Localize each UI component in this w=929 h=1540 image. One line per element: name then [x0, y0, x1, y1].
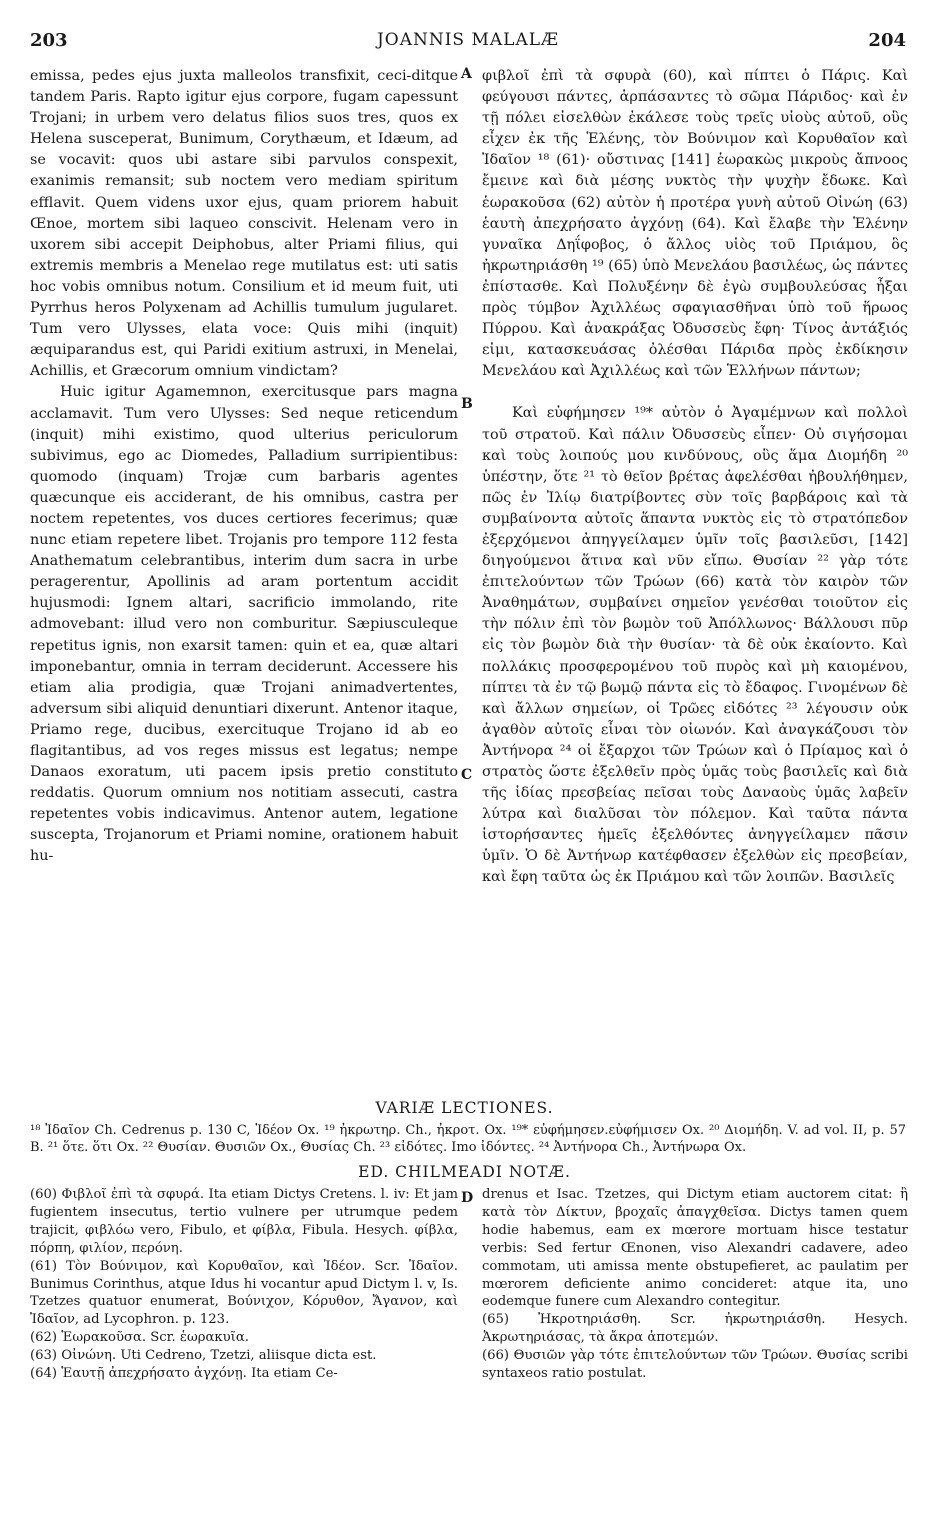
variae-text: ¹⁸ Ἰδαῖον Ch. Cedrenus p. 130 C, Ἰδέον Ox. ¹⁹ ἠκρωτηρ. Ch., ἠκροτ. Ox. ¹⁹* εὐφήμησεν.εὐφήμισεν Ox. ²⁰ Διομήδη. V. ad vol. II, p. 57 B. ²¹ ὅτε. ὅτι Ox. ²² Θυσίαν. Θυσιῶν Ox., Θυσίας Ch. ²³ εἰδότες. Imo ἰδόντες. ²⁴ Ἀντήνορα Ch., Ἀντήνωρα Ox. — [30, 1123, 906, 1155]
note-item: (64) Ἑαυτῇ ἀπεχρήσατο ἀγχόνῃ. Ita etiam Ce- — [30, 1366, 338, 1382]
margin-marker-b: B — [461, 396, 473, 412]
margin-marker-c: C — [461, 767, 473, 783]
greek-paragraph: Καὶ εὐφήμησεν ¹⁹* αὐτὸν ὁ Ἀγαμέμνων καὶ πολλοὶ τοῦ στρατοῦ. Καὶ πάλιν Ὀδυσσεὺς εἶπεν· Οὐ σιγήσομαι καὶ τοὺς λοιπούς μου κινδύνους, οὓς ἅμα Διομήδη ²⁰ ὑπέστην, ὅτε ²¹ τὸ θεῖον βρέτας ἀφελέσθαι ἠβουλήθημεν, πῶς ἐν Ἰλίῳ διατρίβοντες σὺν τοῖς βαρβάροις καὶ τὰ συμβαίνοντα αὐτοῖς ἅπαντα νυκτὸς εἰς τὸ στρατόπεδον ἐξερχόμενοι ἀπηγγείλαμεν ὑμῖν τοῖς βασιλεῦσι, [142] διηγούμενοι ἅτινα καὶ νῦν εἴπω. Θυσίαν ²² γὰρ τότε ἐπιτελούντων τῶν Τρώων (66) κατὰ τὸν καιρὸν τῶν Ἀναθημάτων, συμβαίνει σημεῖον γενέσθαι τοιοῦτον εἰς τὴν πόλιν ἐπὶ τὸν βωμὸν τοῦ Ἀπόλλωνος· Βάλλουσι πῦρ εἰς τὸν βωμὸν διὰ τὴν θυσίαν· τὰ δὲ οὐκ ἐκαίοντο. Καὶ πολλάκις προσφερομένου τοῦ πυρὸς καὶ μὴ καιομένου, πίπτει τὰ ἐν τῷ βωμῷ πάντα εἰς τὸ ἔδαφος. Γινομένων δὲ καὶ ἄλλων σημείων, οἱ Τρῶες εἰδότες ²³ λέγουσιν οὐκ ἀγαθὸν αὐτοῖς εἶναι τὸν οἰωνόν. Καὶ ἀναγκάζουσι τὸν Ἀντήνορα ²⁴ οἱ ἔξαρχοι τῶν Τρώων καὶ ὁ Πρίαμος καὶ ὁ στρατὸς ὥστε ἐξελθεῖν πρὸς ὑμᾶς τοὺς βασιλεῖς καὶ διὰ τῆς ἰδίας πρεσβείας πεῖσαι τοὺς Δαναοὺς ὑμᾶς λαβεῖν λύτρα καὶ διαλῦσαι τὸν πόλεμον. Καὶ ταῦτα πάντα ἱστορήσαντες ἡμεῖς ἐξελθόντες ἀνηγγείλαμεν πᾶσιν ὑμῖν. Ὁ δὲ Ἀντήνωρ κατέφθασεν ἐξελθὼν εἰς πρεσβείαν, καὶ ἔφη ταῦτα ὡς ἐκ Πριάμου καὶ τῶν λοιπῶν. Βασιλεῖς — [482, 405, 908, 886]
latin-column — [30, 66, 458, 868]
right-page-number: 204 — [868, 30, 906, 51]
notes-right-column — [482, 1186, 908, 1383]
variae-lectiones-title: VARIÆ LECTIONES. — [375, 1099, 554, 1117]
greek-paragraph: φιβλοῖ ἐπὶ τὰ σφυρὰ (60), καὶ πίπτει ὁ Πάρις. Καὶ φεύγουσι πάντες, ἁρπάσαντες τὸ σῶμα Πάριδος· καὶ ἐν τῇ πόλει εἰσελθὼν ἐκάλεσε τοὺς τρεῖς υἱοὺς αὐτοῦ, οὓς εἶχεν ἐκ τῆς Ἑλένης, τὸν Βούνιμον καὶ Κορυθαῖον καὶ Ἰδαῖον ¹⁸ (61)· οὔστινας [141] ἑωρακὼς μικροὺς ἄπνοος ἔμεινε καὶ διὰ μέσης νυκτὸς τὴν ψυχὴν ἔδωκε. Καὶ ἑωρακοῦσα (62) αὐτὸν ἡ προτέρα γυνὴ αὐτοῦ Οἰνώη (63) ἑαυτὴ ἀπεχρήσατο ἀγχόνῃ (64). Καὶ ἔλαβε τὴν Ἑλένην γυναῖκα Δηΐφοβος, ὁ ἄλλος υἱὸς τοῦ Πριάμου, ὃς ἠκρωτηριάσθη ¹⁹ (65) ὑπὸ Μενελάου βασιλέως, ὡς πάντες ἐπίστασθε. Καὶ Πολυξένην δὲ ἐγὼ συμβουλεύσας ἦξαι πρὸς τύμβον Ἀχιλλέως σφαγιασθῆναι ὑπὸ τοῦ ἥρωος Πύρρου. Καὶ ἀνακράξας Ὀδυσσεὺς ἔφη· Τίνος ἀντάξιός εἰμι, κατασκευάσας ὀλέσθαι Πάριδα πρὸς ἐκδίκησιν Μενελάου καὶ Ἀχιλλέως καὶ τῶν Ἑλλήνων πάντων; — [482, 68, 908, 380]
margin-marker-a: A — [461, 66, 472, 82]
running-title: JOANNIS MALALÆ — [376, 30, 560, 50]
note-item: (61) Τὸν Βούνιμον, καὶ Κορυθαῖον, καὶ Ἰδέον. Scr. Ἰδαῖον. Bunimus Corinthus, atque Idus hi vocantur apud Dictym l. v, Is. Tzetzes quatuor enumerat, Βούνιχον, Κόρυθον, Ἄγανον, καὶ Ἰδαῖον, ad Lycophron. p. 123. — [30, 1258, 458, 1328]
latin-paragraph: emissa, pedes ejus juxta malleolos transfixit, ceci-ditque tandem Paris. Rapto igitur ejus corpore, fugam capessunt Trojani; in urbem vero delatus filios suos tres, quos ex Helena susceperat, Bunimum, Corythæum, et Idæum, ad se vocavit: quos ubi astare sibi parvulos conspexit, exanimis remansit; sub noctem vero mediam spiritum efflavit. Quem videns uxor ejus, quam priorem habuit Œnoe, mortem sibi laqueo conscivit. Helenam vero in uxorem sibi accepit Deiphobus, alter Priami filius, qui extremis membris a Menelao rege mutilatus est: uti satis hoc vobis omnibus notum. Consilium et id meum fuit, uti Pyrrhus heros Polyxenam ad Achillis tumulum jugularet. Tum vero Ulysses, elata voce: Quis mihi (inquit) æquiparandus est, qui Paridi exitium astruxi, in Menelai, Achillis, et Græcorum omnium vindictam? — [30, 68, 458, 380]
running-header — [30, 30, 906, 60]
latin-paragraph: Huic igitur Agamemnon, exercitusque pars magna acclamavit. Tum vero Ulysses: Sed neque reticendum (inquit) mihi existimo, quod ulterius periculorum subivimus, ego ac Diomedes, Palladium surripientibus: quomodo (inquam) Trojæ cum barbaris agentes quæcunque eis acciderant, de his omnibus, castra per noctem repetentes, vos duces certiores fecerimus; quæ nunc etiam repetere libet. Trojanis pro tempore 112 festa Anathematum celebrantibus, interim dum sacra in urbe peragerentur, Apollinis ad aram portentum accidit hujusmodi: Ignem altari, sacrificio immolando, rite admovebant: illud vero non comburitur. Sæpiusculeque repetitus ignis, non exarsit tamen: quin et ea, quæ altari imponebantur, omnia in terram deciderunt. Accessere his etiam alia prodigia, quæ Trojani animadvertentes, adversum sibi aliquid denuntiari dixerunt. Antenor itaque, Priamo rege, ducibus, exercituque Trojano id ab eo flagitantibus, ad vos reges missus est legatus; nempe Danaos exoratum, uti pacem ipsis pretio constituto reddatis. Quorum omnium nos notitiam assecuti, castra repetentes vobis indicavimus. Antenor autem, legatione suscepta, Trojanorum et Priami nomine, orationem habuit hu- — [30, 384, 458, 865]
note-item: (60) Φιβλοῖ ἐπὶ τὰ σφυρά. Ita etiam Dictys Cretens. l. iv: Et jam fugientem insecutus, tertio vulnere per utrumque pedem trajicit, φιβλόω vero, Fibulo, et φίβλα, Fibula. Hesych. φίβλα, πόρπη, φιλίον, περόνη. — [30, 1187, 458, 1256]
note-item: (62) Ἑωρακοῦσα. Scr. ἑωρακυῖα. — [30, 1330, 249, 1346]
left-page-number: 203 — [30, 30, 68, 51]
paragraph-gap — [482, 382, 908, 403]
greek-column — [482, 66, 908, 889]
variae-lectiones — [30, 1122, 906, 1156]
notes-left-column — [30, 1186, 458, 1383]
note-item: (63) Οἰνώνη. Uti Cedreno, Tzetzi, aliisque dicta est. — [30, 1348, 377, 1364]
note-item: (65) Ἠκροτηριάσθη. Scr. ἠκρωτηριάσθη. Hesych. Ἀκρωτηριάσας, τὰ ἄκρα ἀποτεμών. — [482, 1312, 908, 1346]
margin-marker-d: D — [461, 1190, 474, 1206]
note-item: drenus et Isac. Tzetzes, qui Dictym etiam auctorem citat: ἢ κατὰ τὸν Δίκτυν, βροχαῖς ἀπαγχθεῖσα. Dictys tamen quem hodie habemus, eam ex mœrore mortuam hisce testatur verbis: Sed fertur Œnonen, viso Alexandri cadavere, adeo commotam, uti amissa mente obstupefieret, ac paulatim per mœrorem deficiente animo concideret: atque ita, uno eodemque funere cum Alexandro contegitur. — [482, 1187, 908, 1310]
notes-title: ED. CHILMEADI NOTÆ. — [358, 1163, 571, 1181]
note-item: (66) Θυσιῶν γὰρ τότε ἐπιτελούντων τῶν Τρώων. Θυσίας scribi syntaxeos ratio postulat. — [482, 1348, 908, 1382]
